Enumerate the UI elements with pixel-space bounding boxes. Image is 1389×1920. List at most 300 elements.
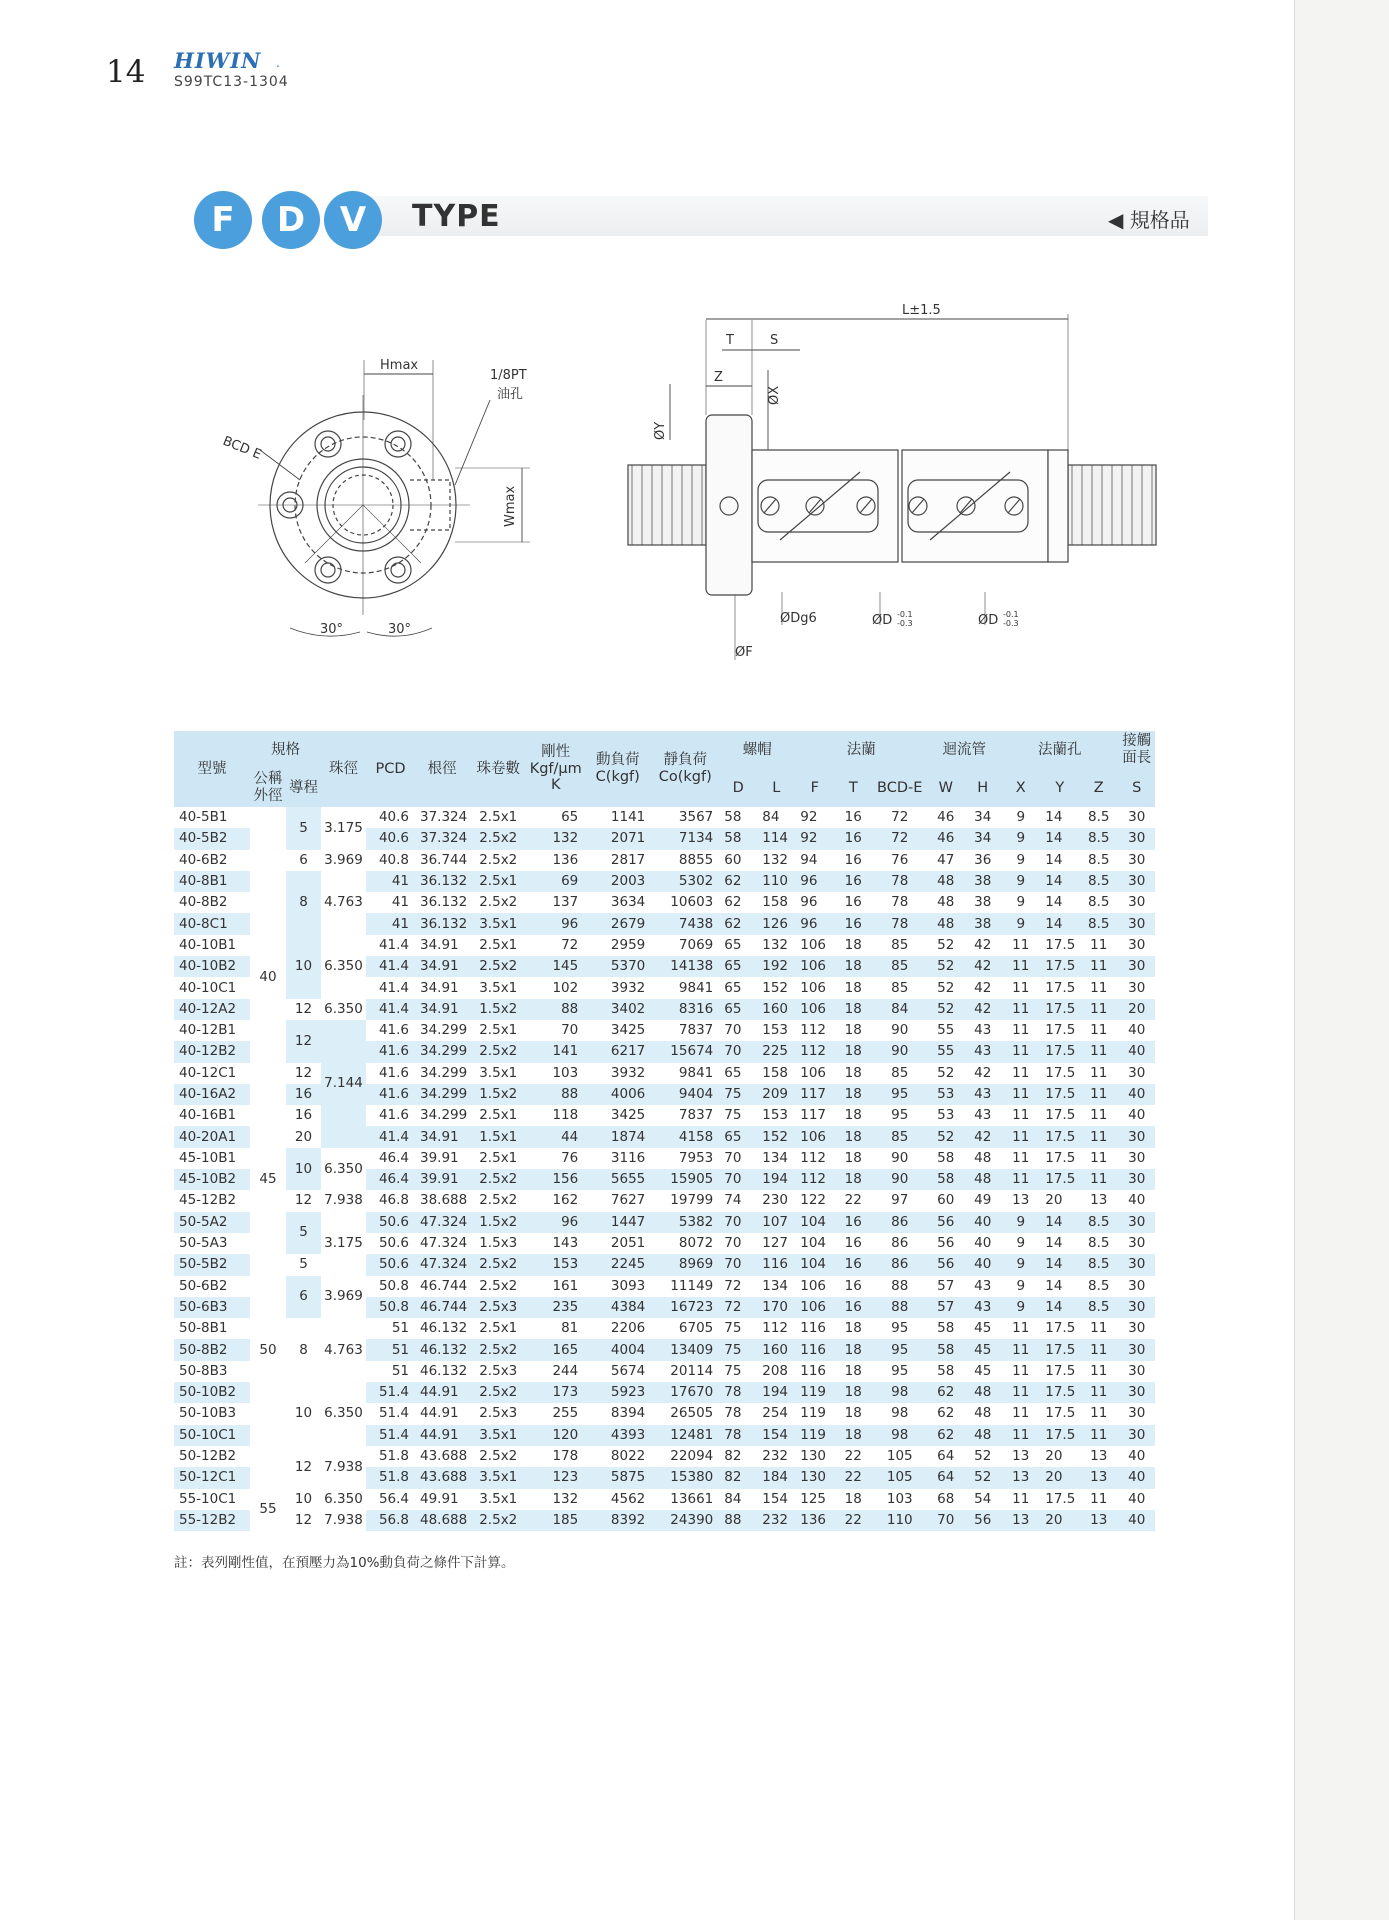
dynamic-load-cell: 4393 bbox=[584, 1425, 651, 1446]
model-cell: 50-8B2 bbox=[174, 1339, 250, 1360]
f-cell: 96 bbox=[795, 892, 834, 913]
l-cell: 154 bbox=[757, 1489, 795, 1510]
y-cell: 17.5 bbox=[1040, 1148, 1079, 1169]
stiffness-cell: 235 bbox=[527, 1297, 584, 1318]
col-h: H bbox=[964, 769, 1001, 807]
w-cell: 55 bbox=[927, 1041, 964, 1062]
h-cell: 52 bbox=[964, 1446, 1001, 1467]
z-cell: 8.5 bbox=[1079, 1276, 1118, 1297]
bcde-cell: 98 bbox=[872, 1403, 927, 1424]
col-static-load: 靜負荷 Co(kgf) bbox=[651, 731, 719, 807]
h-cell: 52 bbox=[964, 1467, 1001, 1488]
dg6-label: ØDg6 bbox=[780, 611, 817, 626]
w-cell: 60 bbox=[927, 1190, 964, 1211]
pcd-cell: 41.6 bbox=[366, 1041, 415, 1062]
w-cell: 68 bbox=[927, 1489, 964, 1510]
stiffness-cell: 69 bbox=[527, 871, 584, 892]
table-row bbox=[174, 1318, 1155, 1339]
bcde-cell: 88 bbox=[872, 1276, 927, 1297]
l-cell: 209 bbox=[757, 1084, 795, 1105]
z-cell: 11 bbox=[1079, 935, 1118, 956]
circuits-cell: 2.5x3 bbox=[469, 1297, 527, 1318]
bcde-cell: 85 bbox=[872, 956, 927, 977]
f-cell: 112 bbox=[795, 1041, 834, 1062]
lead-cell: 10 bbox=[286, 1148, 321, 1191]
dynamic-load-cell: 3425 bbox=[584, 1105, 651, 1126]
y-cell: 17.5 bbox=[1040, 956, 1079, 977]
d-cell: 84 bbox=[719, 1489, 757, 1510]
z-cell: 11 bbox=[1079, 1148, 1118, 1169]
circuits-cell: 2.5x2 bbox=[469, 1276, 527, 1297]
bcde-cell: 90 bbox=[872, 1169, 927, 1190]
static-load-cell: 22094 bbox=[651, 1446, 719, 1467]
dynamic-load-cell: 3932 bbox=[584, 977, 651, 998]
h-cell: 34 bbox=[964, 828, 1001, 849]
w-cell: 57 bbox=[927, 1276, 964, 1297]
x-cell: 9 bbox=[1001, 871, 1040, 892]
model-cell: 40-5B1 bbox=[174, 807, 250, 828]
l-cell: 134 bbox=[757, 1148, 795, 1169]
l-cell: 107 bbox=[757, 1212, 795, 1233]
l-cell: 116 bbox=[757, 1254, 795, 1275]
d-cell: 72 bbox=[719, 1297, 757, 1318]
dynamic-load-cell: 8394 bbox=[584, 1403, 651, 1424]
w-cell: 53 bbox=[927, 1105, 964, 1126]
y-cell: 14 bbox=[1040, 871, 1079, 892]
x-cell: 11 bbox=[1001, 1382, 1040, 1403]
static-load-cell: 9404 bbox=[651, 1084, 719, 1105]
x-cell: 11 bbox=[1001, 1063, 1040, 1084]
t-cell: 16 bbox=[834, 850, 872, 871]
f-cell: 106 bbox=[795, 977, 834, 998]
w-cell: 58 bbox=[927, 1339, 964, 1360]
lead-cell: 5 bbox=[286, 1254, 321, 1275]
t-cell: 18 bbox=[834, 1382, 872, 1403]
x-cell: 11 bbox=[1001, 977, 1040, 998]
dynamic-load-cell: 1447 bbox=[584, 1212, 651, 1233]
col-model: 型號 bbox=[174, 731, 250, 807]
circuits-cell: 2.5x2 bbox=[469, 1446, 527, 1467]
lead-cell: 10 bbox=[286, 935, 321, 999]
pcd-cell: 41.6 bbox=[366, 1105, 415, 1126]
col-nominal-dia: 公稱 外徑 bbox=[250, 769, 286, 807]
pcd-cell: 51.8 bbox=[366, 1467, 415, 1488]
model-cell: 40-10B1 bbox=[174, 935, 250, 956]
z-cell: 8.5 bbox=[1079, 913, 1118, 934]
model-cell: 50-10C1 bbox=[174, 1425, 250, 1446]
x-cell: 9 bbox=[1001, 892, 1040, 913]
ball-diameter-cell: 6.350 bbox=[321, 1148, 366, 1191]
f-cell: 104 bbox=[795, 1254, 834, 1275]
col-return-tube: 迴流管 bbox=[927, 731, 1001, 769]
d-cell: 65 bbox=[719, 977, 757, 998]
bcde-cell: 84 bbox=[872, 999, 927, 1020]
t-cell: 16 bbox=[834, 1276, 872, 1297]
brand-logo: HIWIN bbox=[174, 48, 262, 73]
col-z: Z bbox=[1079, 769, 1118, 807]
z-cell: 13 bbox=[1079, 1190, 1118, 1211]
table-row bbox=[174, 1190, 1155, 1211]
h-cell: 43 bbox=[964, 1276, 1001, 1297]
dynamic-load-cell: 4004 bbox=[584, 1339, 651, 1360]
t-cell: 18 bbox=[834, 1105, 872, 1126]
circuits-cell: 2.5x3 bbox=[469, 1403, 527, 1424]
circuits-cell: 3.5x1 bbox=[469, 1425, 527, 1446]
root-dia-cell: 37.324 bbox=[415, 828, 469, 849]
col-stiffness: 剛性 Kgf/μm K bbox=[527, 731, 584, 807]
dynamic-load-cell: 3402 bbox=[584, 999, 651, 1020]
x-cell: 13 bbox=[1001, 1190, 1040, 1211]
z-cell: 8.5 bbox=[1079, 1212, 1118, 1233]
lead-cell: 12 bbox=[286, 1190, 321, 1211]
d-cell: 62 bbox=[719, 892, 757, 913]
x-cell: 11 bbox=[1001, 1041, 1040, 1062]
s-cell: 40 bbox=[1118, 1489, 1155, 1510]
badge-v: V bbox=[324, 191, 382, 249]
d-cell: 62 bbox=[719, 913, 757, 934]
lead-cell: 10 bbox=[286, 1382, 321, 1446]
stiffness-cell: 72 bbox=[527, 935, 584, 956]
d-cell: 78 bbox=[719, 1403, 757, 1424]
d-cell: 70 bbox=[719, 1212, 757, 1233]
t-cell: 16 bbox=[834, 807, 872, 828]
dynamic-load-cell: 3093 bbox=[584, 1276, 651, 1297]
stiffness-cell: 103 bbox=[527, 1063, 584, 1084]
table-row bbox=[174, 999, 1155, 1020]
x-cell: 11 bbox=[1001, 1084, 1040, 1105]
s-cell: 30 bbox=[1118, 850, 1155, 871]
col-flange-hole: 法蘭孔 bbox=[1001, 731, 1118, 769]
table-row bbox=[174, 850, 1155, 871]
table-row bbox=[174, 1489, 1155, 1510]
x-cell: 13 bbox=[1001, 1467, 1040, 1488]
dynamic-load-cell: 2245 bbox=[584, 1254, 651, 1275]
y-cell: 17.5 bbox=[1040, 999, 1079, 1020]
model-cell: 50-6B3 bbox=[174, 1297, 250, 1318]
model-cell: 55-10C1 bbox=[174, 1489, 250, 1510]
d-cell: 70 bbox=[719, 1041, 757, 1062]
col-x: X bbox=[1001, 769, 1040, 807]
x-cell: 11 bbox=[1001, 999, 1040, 1020]
h-cell: 40 bbox=[964, 1233, 1001, 1254]
pcd-cell: 51.8 bbox=[366, 1446, 415, 1467]
d-tol-plus-1: -0.1 bbox=[897, 610, 913, 619]
standard-item-label: ◀ 規格品 bbox=[1108, 208, 1190, 232]
s-cell: 40 bbox=[1118, 1190, 1155, 1211]
l-cell: 84 bbox=[757, 807, 795, 828]
l-cell: 158 bbox=[757, 1063, 795, 1084]
z-cell: 11 bbox=[1079, 1041, 1118, 1062]
stiffness-cell: 165 bbox=[527, 1339, 584, 1360]
w-cell: 58 bbox=[927, 1148, 964, 1169]
lead-cell: 10 bbox=[286, 1489, 321, 1510]
x-cell: 11 bbox=[1001, 1105, 1040, 1126]
circuits-cell: 1.5x1 bbox=[469, 1126, 527, 1147]
w-cell: 58 bbox=[927, 1318, 964, 1339]
wmax-label: Wmax bbox=[503, 485, 518, 527]
h-cell: 40 bbox=[964, 1254, 1001, 1275]
document-code: S99TC13-1304 bbox=[174, 74, 289, 90]
pcd-cell: 41 bbox=[366, 913, 415, 934]
pcd-cell: 56.4 bbox=[366, 1489, 415, 1510]
y-cell: 20 bbox=[1040, 1446, 1079, 1467]
l-cell: 232 bbox=[757, 1510, 795, 1531]
x-cell: 11 bbox=[1001, 1489, 1040, 1510]
w-cell: 58 bbox=[927, 1169, 964, 1190]
ball-diameter-cell: 3.175 bbox=[321, 807, 366, 850]
bcde-cell: 98 bbox=[872, 1425, 927, 1446]
dynamic-load-cell: 4562 bbox=[584, 1489, 651, 1510]
x-cell: 11 bbox=[1001, 1425, 1040, 1446]
bcde-cell: 90 bbox=[872, 1148, 927, 1169]
w-cell: 46 bbox=[927, 807, 964, 828]
model-cell: 40-8B2 bbox=[174, 892, 250, 913]
static-load-cell: 15674 bbox=[651, 1041, 719, 1062]
static-load-cell: 8969 bbox=[651, 1254, 719, 1275]
circuits-cell: 1.5x2 bbox=[469, 1084, 527, 1105]
table-row bbox=[174, 935, 1155, 956]
static-load-cell: 6705 bbox=[651, 1318, 719, 1339]
lead-cell: 12 bbox=[286, 1063, 321, 1084]
stiffness-cell: 153 bbox=[527, 1254, 584, 1275]
root-dia-cell: 34.299 bbox=[415, 1041, 469, 1062]
z-cell: 11 bbox=[1079, 956, 1118, 977]
x-cell: 9 bbox=[1001, 850, 1040, 871]
z-cell: 8.5 bbox=[1079, 807, 1118, 828]
table-row bbox=[174, 1148, 1155, 1169]
f-cell: 116 bbox=[795, 1318, 834, 1339]
z-cell: 11 bbox=[1079, 1489, 1118, 1510]
h-cell: 43 bbox=[964, 1041, 1001, 1062]
col-flange: 法蘭 bbox=[795, 731, 927, 769]
z-cell: 11 bbox=[1079, 1403, 1118, 1424]
y-cell: 17.5 bbox=[1040, 977, 1079, 998]
root-dia-cell: 43.688 bbox=[415, 1446, 469, 1467]
w-cell: 58 bbox=[927, 1361, 964, 1382]
d-tol-plus-2: -0.1 bbox=[1003, 610, 1019, 619]
static-load-cell: 7438 bbox=[651, 913, 719, 934]
circuits-cell: 2.5x1 bbox=[469, 1318, 527, 1339]
bcde-cell: 78 bbox=[872, 871, 927, 892]
bcde-cell: 78 bbox=[872, 913, 927, 934]
bcde-cell: 95 bbox=[872, 1339, 927, 1360]
model-cell: 40-16B1 bbox=[174, 1105, 250, 1126]
x-cell: 13 bbox=[1001, 1446, 1040, 1467]
y-cell: 14 bbox=[1040, 807, 1079, 828]
lead-cell: 6 bbox=[286, 1276, 321, 1319]
nominal-diameter-cell: 55 bbox=[250, 1489, 286, 1532]
root-dia-cell: 46.744 bbox=[415, 1276, 469, 1297]
f-cell: 136 bbox=[795, 1510, 834, 1531]
l-cell: 160 bbox=[757, 999, 795, 1020]
stiffness-cell: 141 bbox=[527, 1041, 584, 1062]
z-cell: 11 bbox=[1079, 1382, 1118, 1403]
d-cell: 70 bbox=[719, 1169, 757, 1190]
s-cell: 20 bbox=[1118, 999, 1155, 1020]
s-label: S bbox=[770, 333, 779, 348]
s-cell: 30 bbox=[1118, 828, 1155, 849]
y-cell: 20 bbox=[1040, 1190, 1079, 1211]
static-load-cell: 26505 bbox=[651, 1403, 719, 1424]
pcd-cell: 50.6 bbox=[366, 1212, 415, 1233]
pcd-cell: 40.8 bbox=[366, 850, 415, 871]
root-dia-cell: 34.91 bbox=[415, 956, 469, 977]
length-label: L±1.5 bbox=[902, 303, 941, 318]
f-cell: 125 bbox=[795, 1489, 834, 1510]
x-cell: 11 bbox=[1001, 1148, 1040, 1169]
pcd-cell: 51 bbox=[366, 1339, 415, 1360]
page-number: 14 bbox=[106, 54, 146, 90]
d-tol-minus-1: -0.3 bbox=[897, 619, 913, 628]
stiffness-cell: 161 bbox=[527, 1276, 584, 1297]
col-pcd: PCD bbox=[366, 731, 415, 807]
table-row bbox=[174, 1510, 1155, 1531]
col-bcde: BCD-E bbox=[872, 769, 927, 807]
ball-diameter-cell: 7.938 bbox=[321, 1190, 366, 1211]
stiffness-cell: 162 bbox=[527, 1190, 584, 1211]
f-cell: 112 bbox=[795, 1169, 834, 1190]
y-cell: 17.5 bbox=[1040, 1063, 1079, 1084]
z-cell: 13 bbox=[1079, 1467, 1118, 1488]
x-cell: 11 bbox=[1001, 1020, 1040, 1041]
h-cell: 42 bbox=[964, 935, 1001, 956]
stiffness-cell: 178 bbox=[527, 1446, 584, 1467]
z-cell: 11 bbox=[1079, 999, 1118, 1020]
model-cell: 50-10B3 bbox=[174, 1403, 250, 1424]
model-cell: 40-12B1 bbox=[174, 1020, 250, 1041]
root-dia-cell: 46.744 bbox=[415, 1297, 469, 1318]
y-cell: 17.5 bbox=[1040, 1403, 1079, 1424]
model-cell: 40-12B2 bbox=[174, 1041, 250, 1062]
pcd-cell: 51.4 bbox=[366, 1403, 415, 1424]
w-cell: 70 bbox=[927, 1510, 964, 1531]
s-cell: 30 bbox=[1118, 1318, 1155, 1339]
circuits-cell: 2.5x2 bbox=[469, 1190, 527, 1211]
oil-hole-label: 油孔 bbox=[497, 387, 524, 402]
f-cell: 106 bbox=[795, 935, 834, 956]
root-dia-cell: 47.324 bbox=[415, 1254, 469, 1275]
stiffness-cell: 70 bbox=[527, 1020, 584, 1041]
dynamic-load-cell: 2003 bbox=[584, 871, 651, 892]
z-cell: 8.5 bbox=[1079, 828, 1118, 849]
w-cell: 57 bbox=[927, 1297, 964, 1318]
y-cell: 17.5 bbox=[1040, 1041, 1079, 1062]
dynamic-load-cell: 2959 bbox=[584, 935, 651, 956]
static-load-cell: 14138 bbox=[651, 956, 719, 977]
circuits-cell: 3.5x1 bbox=[469, 1063, 527, 1084]
y-cell: 14 bbox=[1040, 1254, 1079, 1275]
model-cell: 50-5A3 bbox=[174, 1233, 250, 1254]
d-label-1: ØD bbox=[872, 613, 893, 628]
table-row bbox=[174, 871, 1155, 892]
x-cell: 9 bbox=[1001, 1276, 1040, 1297]
bcde-cell: 78 bbox=[872, 892, 927, 913]
pcd-cell: 50.6 bbox=[366, 1233, 415, 1254]
t-cell: 22 bbox=[834, 1510, 872, 1531]
t-cell: 18 bbox=[834, 956, 872, 977]
model-cell: 50-6B2 bbox=[174, 1276, 250, 1297]
bcde-cell: 85 bbox=[872, 977, 927, 998]
h-cell: 40 bbox=[964, 1212, 1001, 1233]
t-cell: 16 bbox=[834, 1297, 872, 1318]
z-cell: 8.5 bbox=[1079, 850, 1118, 871]
s-cell: 30 bbox=[1118, 807, 1155, 828]
bcd-label: BCD E bbox=[220, 433, 264, 463]
d-cell: 58 bbox=[719, 807, 757, 828]
t-cell: 18 bbox=[834, 1148, 872, 1169]
l-cell: 254 bbox=[757, 1403, 795, 1424]
f-cell: 116 bbox=[795, 1361, 834, 1382]
t-cell: 16 bbox=[834, 1212, 872, 1233]
root-dia-cell: 46.132 bbox=[415, 1361, 469, 1382]
root-dia-cell: 44.91 bbox=[415, 1425, 469, 1446]
w-cell: 64 bbox=[927, 1467, 964, 1488]
x-cell: 11 bbox=[1001, 1339, 1040, 1360]
circuits-cell: 1.5x2 bbox=[469, 1212, 527, 1233]
circuits-cell: 2.5x2 bbox=[469, 850, 527, 871]
static-load-cell: 4158 bbox=[651, 1126, 719, 1147]
w-cell: 52 bbox=[927, 935, 964, 956]
d-cell: 65 bbox=[719, 956, 757, 977]
t-cell: 18 bbox=[834, 1425, 872, 1446]
f-cell: 130 bbox=[795, 1467, 834, 1488]
model-cell: 40-8C1 bbox=[174, 913, 250, 934]
static-load-cell: 12481 bbox=[651, 1425, 719, 1446]
table-row bbox=[174, 1276, 1155, 1297]
dynamic-load-cell: 1141 bbox=[584, 807, 651, 828]
z-label: Z bbox=[714, 370, 723, 385]
stiffness-cell: 76 bbox=[527, 1148, 584, 1169]
static-load-cell: 13661 bbox=[651, 1489, 719, 1510]
col-nut: 螺帽 bbox=[719, 731, 795, 769]
w-cell: 56 bbox=[927, 1212, 964, 1233]
bcde-cell: 105 bbox=[872, 1446, 927, 1467]
dynamic-load-cell: 1874 bbox=[584, 1126, 651, 1147]
s-cell: 30 bbox=[1118, 935, 1155, 956]
d-cell: 74 bbox=[719, 1190, 757, 1211]
d-cell: 82 bbox=[719, 1446, 757, 1467]
stiffness-cell: 118 bbox=[527, 1105, 584, 1126]
l-cell: 132 bbox=[757, 850, 795, 871]
d-cell: 75 bbox=[719, 1105, 757, 1126]
f-cell: 104 bbox=[795, 1212, 834, 1233]
w-cell: 48 bbox=[927, 871, 964, 892]
stiffness-cell: 143 bbox=[527, 1233, 584, 1254]
z-cell: 11 bbox=[1079, 1425, 1118, 1446]
dx-label: ØX bbox=[767, 385, 782, 405]
bcde-cell: 98 bbox=[872, 1382, 927, 1403]
l-cell: 152 bbox=[757, 977, 795, 998]
col-w: W bbox=[927, 769, 964, 807]
stiffness-cell: 136 bbox=[527, 850, 584, 871]
root-dia-cell: 46.132 bbox=[415, 1318, 469, 1339]
f-cell: 106 bbox=[795, 1063, 834, 1084]
h-cell: 45 bbox=[964, 1339, 1001, 1360]
circuits-cell: 3.5x1 bbox=[469, 1489, 527, 1510]
static-load-cell: 7953 bbox=[651, 1148, 719, 1169]
ball-diameter-cell: 3.175 bbox=[321, 1212, 366, 1276]
stiffness-cell: 96 bbox=[527, 913, 584, 934]
pcd-cell: 41.6 bbox=[366, 1063, 415, 1084]
l-cell: 153 bbox=[757, 1020, 795, 1041]
s-cell: 30 bbox=[1118, 1212, 1155, 1233]
l-cell: 152 bbox=[757, 1126, 795, 1147]
t-cell: 18 bbox=[834, 1126, 872, 1147]
f-cell: 119 bbox=[795, 1403, 834, 1424]
col-s: S bbox=[1118, 769, 1155, 807]
table-row bbox=[174, 807, 1155, 828]
circuits-cell: 1.5x3 bbox=[469, 1233, 527, 1254]
